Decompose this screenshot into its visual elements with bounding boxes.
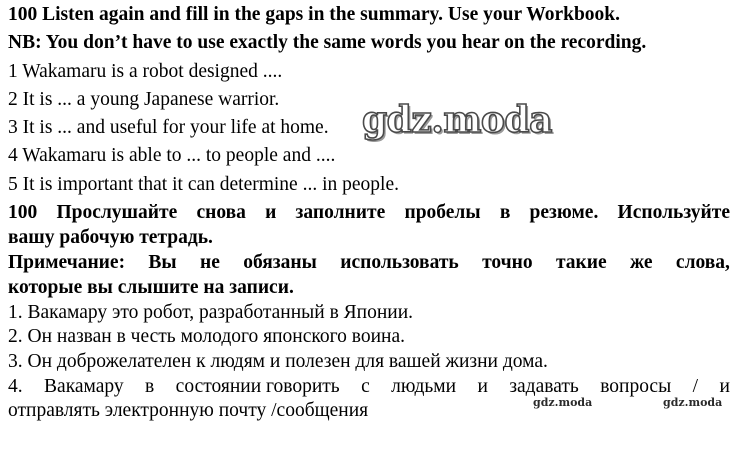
word: резюме. [529,202,599,223]
watermark-large: gdz.moda [362,99,552,141]
word: точно [482,252,533,273]
word: 100 [8,202,38,223]
word: снова [196,202,246,223]
english-item-2: 2 It is ... a young Japanese warrior. [8,89,280,110]
russian-answer-1: 1. Вакамару это робот, разработанный в Японии. [8,302,414,323]
russian-heading-line-1 [8,201,730,225]
word: Прослушайте [56,202,178,223]
word: использовать [340,252,459,273]
russian-note-line-2: которые вы слышите на записи. [8,277,294,298]
english-item-1: 1 Wakamaru is a robot designed .... [8,61,283,82]
word: же [630,252,653,273]
russian-answer-4-line-1 [8,375,730,399]
word: заполните [295,202,386,223]
watermark-small-left: gdz.moda [533,396,593,409]
word: и [477,376,488,397]
word: 4. [8,376,23,397]
russian-answer-3: 3. Он доброжелателен к людям и полезен для вашей жизни дома. [8,351,548,372]
watermark-small-right: gdz.moda [663,396,723,409]
word: слова, [675,252,730,273]
russian-answer-2: 2. Он назван в честь молодого японского воина. [8,326,405,347]
russian-heading-line-2: вашу рабочую тетрадь. [8,227,213,248]
word: людьми [391,376,457,397]
word: Примечание: [8,252,126,273]
word: такие [555,252,607,273]
word: с [361,376,370,397]
word: Вы [148,252,177,273]
word: задавать [509,376,579,397]
word: / [692,376,699,397]
word: вопросы [600,376,672,397]
english-item-3: 3 It is ... and useful for your life at home. [8,117,329,138]
word: и [265,202,277,223]
english-heading-1: 100 Listen again and fill in the gaps in the summary. Use your Workbook. [8,4,621,25]
english-item-4: 4 Wakamaru is able to ... to people and .... [8,145,336,166]
english-item-5: 5 It is important that it can determine ... in people. [8,174,399,195]
word: и [719,376,730,397]
word: Вакамару [44,376,124,397]
word: обязаны [243,252,317,273]
russian-answer-4-line-2: отправлять электронную почту /сообщения [8,400,369,421]
russian-note-line-1 [8,251,730,275]
word: Используйте [617,202,730,223]
word: не [200,252,220,273]
word: состоянии говорить [175,376,340,397]
english-heading-2: NB: You don’t have to use exactly the same words you hear on the recording. [8,32,647,53]
word: в [145,376,155,397]
word: пробелы [404,202,481,223]
word: в [499,202,511,223]
